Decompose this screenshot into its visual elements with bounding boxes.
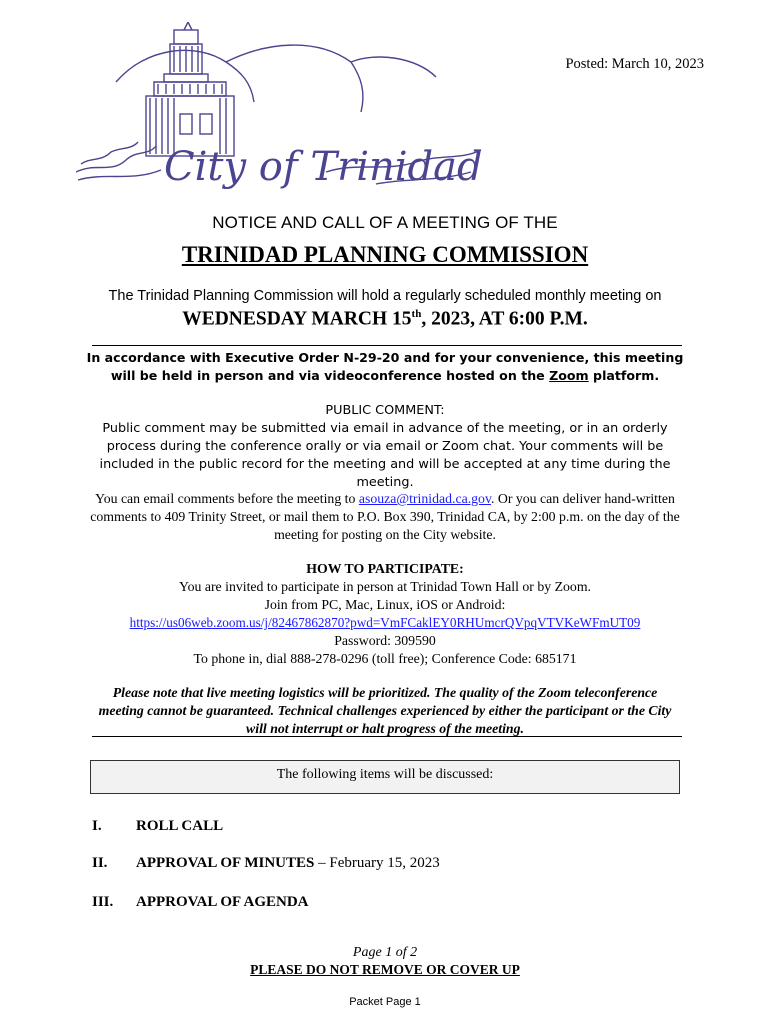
order-text-b: platform. — [588, 368, 660, 383]
participate-line1: You are invited to participate in person at Trinidad Town Hall or by Zoom. — [179, 579, 591, 594]
page-number: Page 1 of 2 — [352, 945, 418, 960]
email-post: . Or you can deliver hand-written comments to 409 Trinity Street, or mail them to P.O. Box 390, Trinidad CA, by 2:00 p.m. on the day of the meeting for posting on the City website. — [90, 491, 680, 542]
participate-heading: HOW TO PARTICIPATE: — [306, 561, 464, 576]
phone-info: To phone in, dial 888-278-0296 (toll free); Conference Code: 685171 — [193, 651, 577, 666]
posted-date: Posted: March 10, 2023 — [565, 56, 704, 72]
agenda-label: ROLL CALL — [136, 818, 224, 834]
agenda-label: APPROVAL OF AGENDA — [136, 894, 309, 910]
divider-bottom — [92, 736, 682, 737]
executive-order-notice — [82, 349, 688, 385]
do-not-remove-warning: PLEASE DO NOT REMOVE OR COVER UP — [250, 962, 520, 977]
zoom-meeting-link[interactable]: https://us06web.zoom.us/j/82467862870?pwd=VmFCaklEY0RHUmcrQVpqVTVKeWFmUT09 — [129, 615, 641, 630]
zoom-url-row — [80, 614, 690, 632]
agenda-item — [92, 855, 440, 872]
city-of-trinidad-logo — [76, 22, 486, 204]
agenda-item — [92, 894, 309, 911]
logo-text: City of Trinidad — [164, 144, 483, 190]
email-link[interactable]: asouza@trinidad.ca.gov — [358, 491, 491, 506]
date-main: WEDNESDAY MARCH 15 — [182, 308, 412, 330]
email-pre: You can email comments before the meeting to — [95, 491, 359, 506]
packet-page: Packet Page 1 — [349, 996, 421, 1008]
notice-heading: NOTICE AND CALL OF A MEETING OF THE — [212, 213, 558, 232]
participate-line2: Join from PC, Mac, Linux, iOS or Android: — [264, 597, 506, 612]
zoom-password: Password: 309590 — [334, 633, 436, 648]
meeting-intro: The Trinidad Planning Commission will hold a regularly scheduled monthly meeting on — [108, 288, 662, 304]
public-comment-heading: PUBLIC COMMENT: — [325, 403, 445, 418]
order-text-a: In accordance with Executive Order N-29-20 and for your convenience, this meeting will be held in person and via videoconference hosted on the — [86, 350, 684, 383]
agenda-extra: – February 15, 2023 — [314, 855, 440, 871]
public-comment-body: Public comment may be submitted via email in advance of the meeting, or in an orderly process during the conference orally or via email or Zoom chat. Your comments will be included in the public record for the meeting and will be accepted at any time during the meeting. — [99, 421, 671, 490]
meeting-date — [0, 308, 770, 331]
agenda-number: III. — [92, 894, 114, 910]
agenda-label: APPROVAL OF MINUTES — [136, 855, 315, 871]
agenda-number: I. — [92, 818, 102, 834]
logistics-note: Please note that live meeting logistics will be prioritized. The quality of the Zoom teleconference meeting cannot be guaranteed. Technical challenges experienced by either the participant or the City will not interrupt or halt progress of the meeting. — [98, 685, 672, 736]
zoom-underlined: Zoom — [549, 368, 589, 383]
divider-top — [92, 345, 682, 346]
email-paragraph — [82, 490, 688, 544]
date-rest: , 2023, AT 6:00 P.M. — [421, 308, 588, 330]
commission-title — [0, 242, 770, 268]
discussion-box — [90, 760, 680, 794]
agenda-number: II. — [92, 855, 108, 871]
date-suffix: th — [411, 308, 422, 320]
agenda-item — [92, 818, 223, 835]
discussion-label: The following items will be discussed: — [276, 767, 494, 782]
commission-title-text: TRINIDAD PLANNING COMMISSION — [181, 242, 589, 267]
